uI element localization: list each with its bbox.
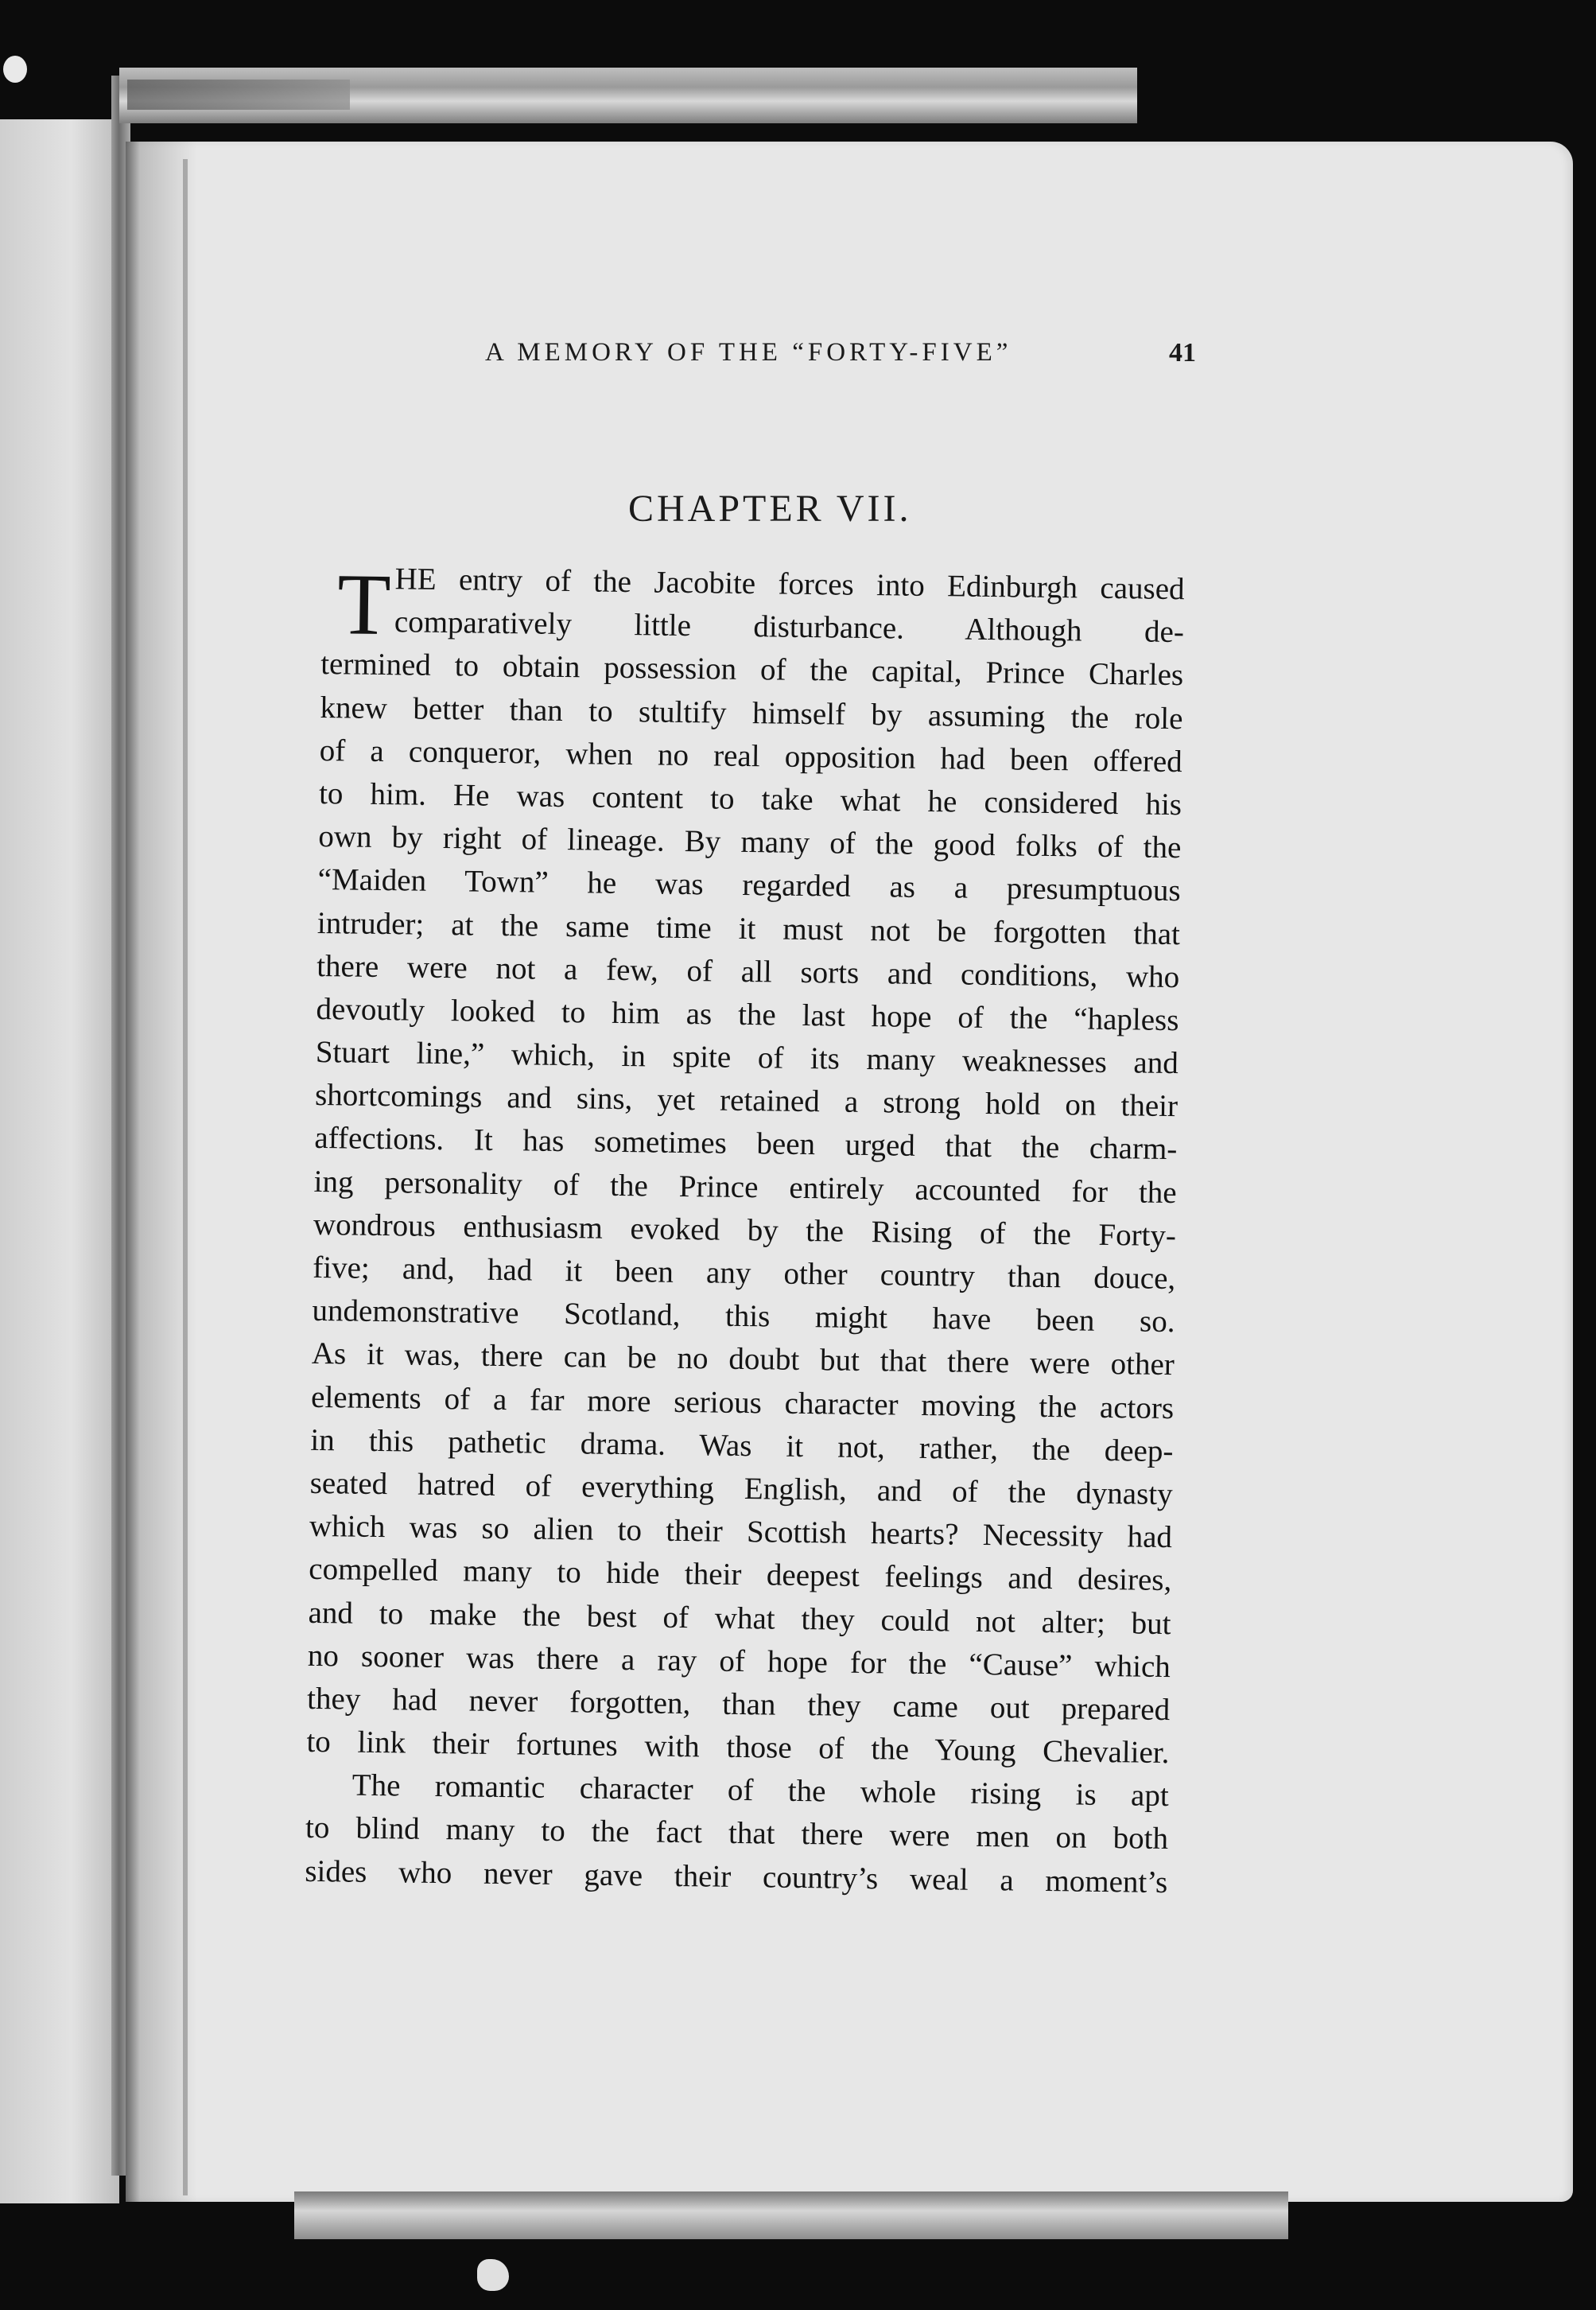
text-line: wondrous enthusiasm evoked by the Rising of the Forty- (313, 1207, 1177, 1253)
text-line: seated hatred of everything English, and of the dynasty (309, 1465, 1173, 1512)
top-page-edges-shadow (127, 80, 350, 110)
page-number: 41 (1169, 338, 1196, 368)
text-line: and to make the best of what they could not alter; but (308, 1595, 1171, 1641)
previous-page-edge (0, 119, 119, 2203)
text-line: affections. It has sometimes been urged that the charm- (314, 1121, 1178, 1167)
text-line: devoutly looked to him as the last hope of the “hapless (316, 991, 1179, 1038)
gutter-line (183, 159, 188, 2195)
text-line: they had never forgotten, than they came out prepared (306, 1681, 1171, 1727)
text-line: The romantic character of the whole rising is apt (351, 1768, 1169, 1814)
text-line: shortcomings and sins, yet retained a strong hold on their (314, 1078, 1179, 1124)
text-line: to him. He was content to take what he considered his (318, 776, 1182, 822)
text-line: ing personality of the Prince entirely accounted for the (313, 1164, 1177, 1210)
text-line: undemonstrative Scotland, this might have been so. (312, 1293, 1175, 1340)
bottom-page-edges (294, 2191, 1288, 2239)
text-line: to link their fortunes with those of the Young Chevalier. (306, 1724, 1170, 1771)
text-line: of a conqueror, when no real opposition had been offered (319, 733, 1183, 779)
text-line: in this pathetic drama. Was it not, rather, the deep- (310, 1422, 1174, 1468)
text-line: there were not a few, of all sorts and conditions, who (316, 948, 1180, 994)
text-line: Stuart line,” which, in spite of its many weaknesses and (315, 1035, 1179, 1081)
text-line: comparatively little disturbance. Although de- (394, 605, 1185, 650)
text-line: HE entry of the Jacobite forces into Edinburgh caused (394, 562, 1185, 607)
text-line: termined to obtain possession of the capital, Prince Charles (320, 647, 1184, 693)
drop-cap: T (336, 555, 392, 654)
text-line: five; and, had it been any other country than douce, (313, 1250, 1176, 1297)
scan-artifact (3, 56, 27, 83)
text-line: no sooner was there a ray of hope for the “Cause” which (307, 1638, 1171, 1684)
scan-artifact (477, 2259, 509, 2291)
running-head: A MEMORY OF THE “FORTY-FIVE” (485, 338, 1012, 367)
text-line: compelled many to hide their deepest feelings and desires, (309, 1552, 1172, 1598)
text-line: to blind many to the fact that there were men on both (305, 1810, 1169, 1857)
text-line: own by right of lineage. By many of the good folks of the (318, 819, 1182, 865)
text-line: As it was, there can be no doubt but that there were other (311, 1336, 1175, 1382)
text-line: elements of a far more serious character moving the actors (310, 1379, 1175, 1425)
chapter-heading: CHAPTER VII. (628, 488, 912, 530)
text-line: which was so alien to their Scottish hearts? Necessity had (309, 1509, 1173, 1555)
text-line: “Maiden Town” he was regarded as a presumptuous (317, 862, 1181, 908)
text-line: sides who never gave their country’s weal a moment’s (305, 1853, 1168, 1900)
text-line: knew better than to stultify himself by assuming the role (320, 690, 1183, 736)
chapter-body (305, 557, 1185, 1904)
text-line: intruder; at the same time it must not be forgotten that (316, 905, 1181, 951)
